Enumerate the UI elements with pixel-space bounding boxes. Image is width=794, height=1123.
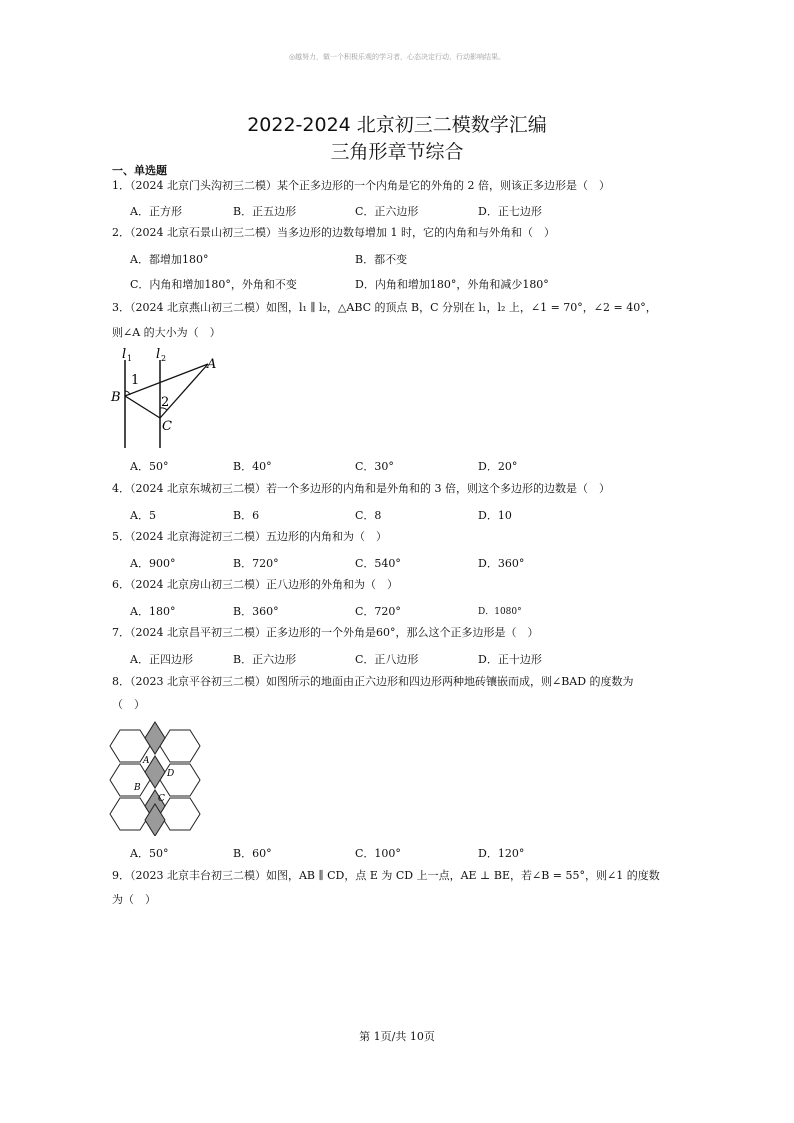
label-b: B — [111, 390, 121, 405]
hexagon — [160, 730, 200, 762]
label-angle-1: 1 — [131, 373, 140, 388]
label-l1: l — [122, 347, 127, 362]
option-b: B．都不变 — [355, 253, 408, 266]
option-b: B．40° — [233, 460, 272, 473]
label-d: D — [167, 769, 175, 779]
label-c: C — [162, 419, 172, 434]
question-7: 7．（2024 北京昌平初三二模）正多边形的一个外角是60°，那么这个正多边形是（ ） — [112, 626, 539, 639]
question-6: 6．（2024 北京房山初三二模）正八边形的外角和为（ ） — [112, 578, 398, 591]
figure-hexagon-tiling — [106, 720, 202, 836]
option-b: B．360° — [233, 605, 279, 618]
question-5: 5．（2024 北京海淀初三二模）五边形的内角和为（ ） — [112, 530, 387, 543]
watermark: ◎越努力，做一个积极乐观的学习者，心态决定行动，行动影响结果。 — [288, 53, 506, 61]
question-3: 3．（2024 北京燕山初三二模）如图，l₁ ∥ l₂，△ABC 的顶点 B，C 分别在 l₁，l₂ 上，∠1 = 70°，∠2 = 40°， — [112, 301, 657, 314]
label-angle-2: 2 — [161, 395, 170, 410]
hexagon — [160, 764, 200, 796]
option-a: A．都增加180° — [130, 253, 209, 266]
option-c: C．100° — [355, 847, 401, 860]
option-d: D．20° — [478, 460, 518, 473]
section-heading: 一、单选题 — [112, 164, 167, 177]
option-d: D．1080° — [478, 607, 522, 617]
question-1: 1．（2024 北京门头沟初三二模）某个正多边形的一个内角是它的外角的 2 倍，则该正多边形是（ ） — [112, 179, 610, 192]
option-c: C．30° — [355, 460, 394, 473]
option-a: A．900° — [130, 557, 176, 570]
option-d: D．10 — [478, 509, 512, 522]
option-a: A．50° — [130, 847, 169, 860]
option-a: A．50° — [130, 460, 169, 473]
question-3-cont: 则∠A 的大小为（ ） — [112, 326, 221, 339]
option-d: D．内角和增加180°，外角和减少180° — [355, 278, 549, 291]
hexagon — [110, 764, 150, 796]
question-9-cont: 为（ ） — [112, 893, 156, 906]
option-c: C．正六边形 — [355, 205, 419, 218]
document-subtitle: 三角形章节综合 — [330, 141, 464, 163]
question-2: 2．（2024 北京石景山初三二模）当多边形的边数每增加 1 时，它的内角和与外角和（ ） — [112, 226, 555, 239]
label-l2: l — [156, 347, 161, 362]
side-bc — [125, 396, 160, 418]
option-d: D．正七边形 — [478, 205, 542, 218]
label-a: A — [143, 756, 150, 766]
question-8-cont: （ ） — [112, 698, 145, 711]
option-c: C．正八边形 — [355, 653, 419, 666]
document-title: 2022-2024 北京初三二模数学汇编 — [247, 114, 547, 136]
question-8: 8．（2023 北京平谷初三二模）如图所示的地面由正六边形和四边形两种地砖镶嵌而成，则∠BAD 的度数为 — [112, 675, 634, 688]
question-9: 9．（2023 北京丰台初三二模）如图，AB ∥ CD，点 E 为 CD 上一点，AE ⊥ BE，若∠B = 55°，则∠1 的度数 — [112, 869, 660, 882]
label-l2-sub: 2 — [161, 354, 167, 363]
hexagon — [110, 798, 150, 830]
option-b: B．60° — [233, 847, 272, 860]
option-c: C．内角和增加180°，外角和不变 — [130, 278, 297, 291]
option-d: D．120° — [478, 847, 525, 860]
label-l1-sub: 1 — [127, 354, 133, 363]
option-c: C．8 — [355, 509, 382, 522]
option-d: D．360° — [478, 557, 525, 570]
option-a: A．正方形 — [130, 205, 182, 218]
label-a: A — [207, 357, 217, 372]
question-4: 4．（2024 北京东城初三二模）若一个多边形的内角和是外角和的 3 倍，则这个多边形的边数是（ ） — [112, 482, 610, 495]
option-b: B．正五边形 — [233, 205, 297, 218]
option-a: A．正四边形 — [130, 653, 193, 666]
label-c: C — [158, 794, 165, 804]
option-b: B．6 — [233, 509, 260, 522]
hexagon — [160, 798, 200, 830]
option-c: C．540° — [355, 557, 401, 570]
figure-parallel-lines-triangle — [108, 346, 228, 452]
option-a: A．5 — [130, 509, 156, 522]
option-c: C．720° — [355, 605, 401, 618]
page-footer: 第 1页/共 10页 — [359, 1030, 435, 1043]
option-b: B．720° — [233, 557, 279, 570]
label-b: B — [134, 783, 141, 793]
option-d: D．正十边形 — [478, 653, 542, 666]
option-a: A．180° — [130, 605, 176, 618]
option-b: B．正六边形 — [233, 653, 297, 666]
